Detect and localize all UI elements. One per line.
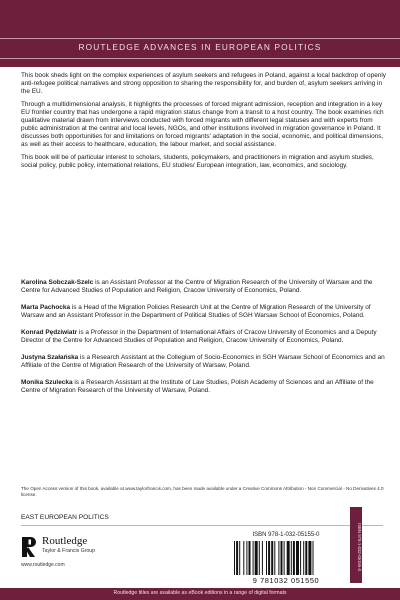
publisher-name: Routledge [42,535,88,547]
author-name: Karolina Sobczak-Szelc [21,279,94,286]
publisher-logo [21,534,161,574]
author-bio [21,279,387,295]
author-bio-text: is a Professor in the Department of International Affairs of Cracow University of Economics and a Deputy Director of the Centre for Advanced Studies of Population and Religion, Cracow University of Economics, Poland. [21,329,377,345]
author-bio-text: is an Assistant Professor at the Centre of Migration Research of the University of Warsaw and the Centre for Advanced Studies of Population and Religion, Cracow University of Economics, Poland. [21,279,373,295]
author-bio [21,329,387,345]
price-box-label: ISBN 978-1-032-05155-0 [357,522,362,571]
publisher-group: Taylor & Francis Group [42,548,96,554]
subject-category: EAST EUROPEAN POLITICS [21,514,109,521]
description-paragraph: Through a multidimensional analysis, it highlights the processes of forced migrant admission, reception and integration in a key EU frontier country that has undergone a rapid migration status change from a transit to a host country. The book examines rich qualitative material drawn from interviews conducted with forced migrants with different legal statuses and with experts from public administration at the central and local levels, NGOs, and other institutions involved in migration governance in Poland. It discusses both opportunities for and limitations on forced migrants’ adaptation in the social, economic, and political dimensions, as well as their access to healthcare, education, the labour market, and social assistance. [21,101,384,149]
isbn-label: ISBN 978-1-032-05155-0 [252,532,320,538]
author-bio-text: is a Head of the Migration Policies Research Unit at the Centre of Migration Research of the University of Warsaw and an Assistant Professor in the Department of Political Studies of SGH Warsaw School of Economics, Poland. [21,304,371,320]
author-bio [21,304,387,320]
open-access-notice: The Open Access version of this book, available at www.taylorfrancis.com, has been made available under a Creative Commons Attribution - Non Commercial - No Derivatives 4.0 license. [21,486,384,498]
author-name: Konrad Pędziwiatr [21,329,78,337]
description-paragraph: This book sheds light on the complex experiences of asylum seekers and refugees in Poland, against a local backdrop of openly anti-refugee political narratives and strong opposition to sharing the responsibility for, and burden of, asylum seekers arriving in the EU. [21,72,387,96]
barcode-icon [234,541,338,575]
routledge-logo-icon [21,536,37,558]
author-name: Marta Pachocka [21,304,71,312]
publisher-url: www.routledge.com [21,562,65,568]
book-description [21,72,387,176]
author-bio-text: is a Research Assistant at the Institute of Law Studies, Polish Academy of Sciences and an Affiliate of the Centre of Migration Research of the University of Warsaw, Poland. [21,379,374,395]
barcode-block [226,532,346,586]
top-color-band [0,0,400,67]
description-paragraph: This book will be of particular interest to scholars, students, policymakers, and practitioners in migration and asylum studies, social policy, public policy, international relations, EU studies/ European integration, law, economics, and sociology. [21,154,374,170]
author-name: Monika Szulecka [21,379,73,387]
author-bios [21,279,387,404]
top-divider [0,38,400,39]
ebook-note: Routledge titles are available as eBook editions in a range of digital formats [113,590,287,596]
author-name: Justyna Szałańska [21,354,79,362]
author-bio [21,379,387,395]
series-title: ROUTLEDGE ADVANCES IN EUROPEAN POLITICS [78,42,322,52]
series-divider [0,58,400,59]
isbn-digits: 9 781032 051550 [252,576,320,585]
subject-divider [21,525,383,526]
author-bio-text: is a Research Assistant at the Collegium of Socio-Economics in SGH Warsaw School of Economics and an Affiliate of the Centre of Migration Research of the University of Warsaw, Poland. [21,354,385,370]
author-bio [21,354,387,370]
